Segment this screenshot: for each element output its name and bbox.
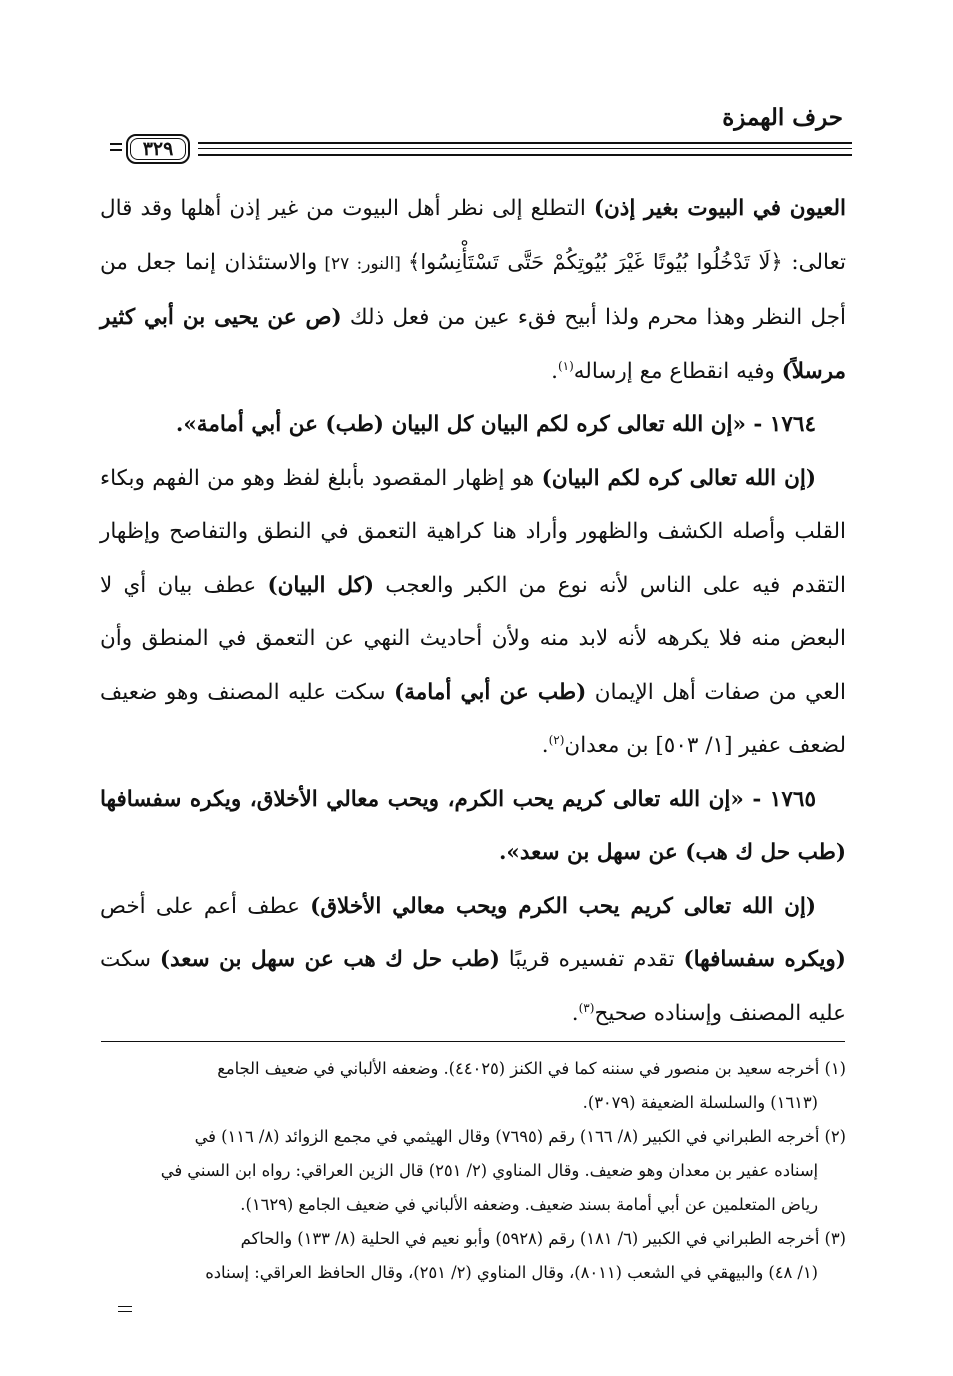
footnote-label: (١) [824,1059,846,1078]
footnote-1-cont [100,1086,846,1120]
footnotes [100,1052,846,1290]
page-number: ٣٢٩ [126,134,190,164]
header-equals-mark [110,141,122,153]
bold-phrase: (إن الله تعالى كريم يحب الكرم ويحب معالي الأخلاق) [310,893,816,919]
footnote-2-cont [100,1188,846,1222]
footnote-line: رياض المتعلمين عن أبي أمامة بسند ضعيف. وضعفه الألباني في ضعيف الجامع (١٦٢٩). [240,1195,818,1214]
bold-phrase: (ويكره سفسافها) [683,947,846,972]
footnote-label: (٢) [824,1127,846,1146]
header-rule [108,134,852,168]
bold-phrase: (كل البيان) [267,572,375,598]
text-run: عطف أعم على أخص [100,893,311,919]
paragraph-1 [100,182,846,398]
rule-line [198,142,852,144]
hadith-1764: ١٧٦٤ - «إن الله تعالى كره لكم البيان كل البيان (طب) عن أبي أمامة». [175,412,816,437]
footnote-2-cont [100,1154,846,1188]
footnote-label: (٣) [824,1229,846,1248]
footnote-ref-3[interactable]: (٣) [578,1000,595,1015]
footnote-line: أخرجه سعيد بن منصور في سننه كما في الكنز (٤٤٠٢٥). وضعفه الألباني في ضعيف الجامع [217,1059,820,1078]
bold-phrase: العيون في البيوت بغير إذن) [593,196,847,221]
footnote-line: (١/ ٤٨) والبيهقي في الشعب (٨٠١١)، وقال المناوي (٢/ ٢٥١)، وقال الحافظ العراقي: إسناده [205,1263,818,1282]
text-run: عطف بيان أي لا البعض منه فلا يكرهه لأنه لابد منه ولأن أحاديث النهي عن التعمق في المنطق وأن العي من صفات أهل الإيمان [100,572,846,705]
text-run: . [551,358,558,384]
text-run: هو إظهار المقصود بأبلغ لفظ وهو من الفهم وبكاء القلب وأصله الكشف والظهور وأراد هنا كراهية التعمق في النطق والتفاصح وإظهار التقدم فيه على الناس لأنه نوع من الكبر والعجب [100,465,846,598]
footnote-3-cont [100,1256,846,1290]
text-run: والاستئذان إنما جعل من أجل النظر وهذا محرم ولذا أبيح فقء عين من فعل ذلك [100,249,847,330]
footnote-1 [100,1052,846,1086]
continuation-mark [118,1305,132,1315]
quran-verse: ﴿لَا تَدْخُلُوا بُيُوتًا غَيْرَ بُيُوتِكُمْ حَتَّى تَسْتَأْنِسُوا﴾ [408,249,783,274]
text-run: . [541,733,549,758]
text-run: سكت عليه المصنف وهو ضعيف لضعف عفير [١/ ٥٠٣] بن معدان [100,679,846,758]
footnote-ref-1[interactable]: (١) [557,358,574,373]
running-title: حرف الهمزة [722,104,843,131]
bold-phrase: (إن الله تعالى كره لكم البيان) [541,465,817,491]
bold-source: (طب عن أبي أمامة) [394,679,587,705]
quran-reference: [النور: ٢٧] [317,253,409,274]
paragraph-3 [100,880,846,1041]
footnote-line: أخرجه الطبراني في الكبير (٨/ ١٦٦) رقم (٧٦٩٥) وقال الهيثمي في مجمع الزوائد (٨/ ١١٦) في [194,1127,820,1146]
hadith-1765: ١٧٦٥ - «إن الله تعالى كريم يحب الكرم، ويحب معالي الأخلاق، ويكره سفسافها (طب حل ك هب) عن سهل بن سعد». [100,786,846,865]
rule-line [198,154,852,156]
footnote-3 [100,1222,846,1256]
footnote-separator [101,1041,845,1042]
bold-source: (ص عن يحيى بن أبي كثير مرسلاً) [100,305,846,384]
rule-line [198,148,852,149]
bold-source: (طب حل ك هب عن سهل بن سعد) [159,947,500,972]
main-text [100,182,846,1040]
footnote-line: إسناده عفير بن معدان وهو ضعيف. وقال المناوي (٢/ ٢٥١) قال الزين العراقي: رواه ابن السني في [160,1161,818,1180]
footnote-line: (١٦١٣) والسلسلة الضعيفة (٣٠٧٩). [582,1093,818,1112]
footnote-line: أخرجه الطبراني في الكبير (٦/ ١٨١) رقم (٥٩٢٨) وأبو نعيم في الحلية (٨/ ١٣٣) والحاكم [240,1229,820,1248]
text-run: تقدم تفسيره قريبًا [499,947,684,972]
footnote-2 [100,1120,846,1154]
footnote-ref-2[interactable]: (٢) [548,732,565,747]
text-run: وفيه انقطاع مع إرساله [573,358,782,384]
text-run: التطلع إلى نظر أهل البيوت من غير إذن أهلها وقد قال تعالى: [100,196,846,275]
paragraph-2 [100,452,846,773]
text-run: . [571,1000,579,1026]
text-run: سكت عليه المصنف وإسناده صحيح [100,947,846,1026]
